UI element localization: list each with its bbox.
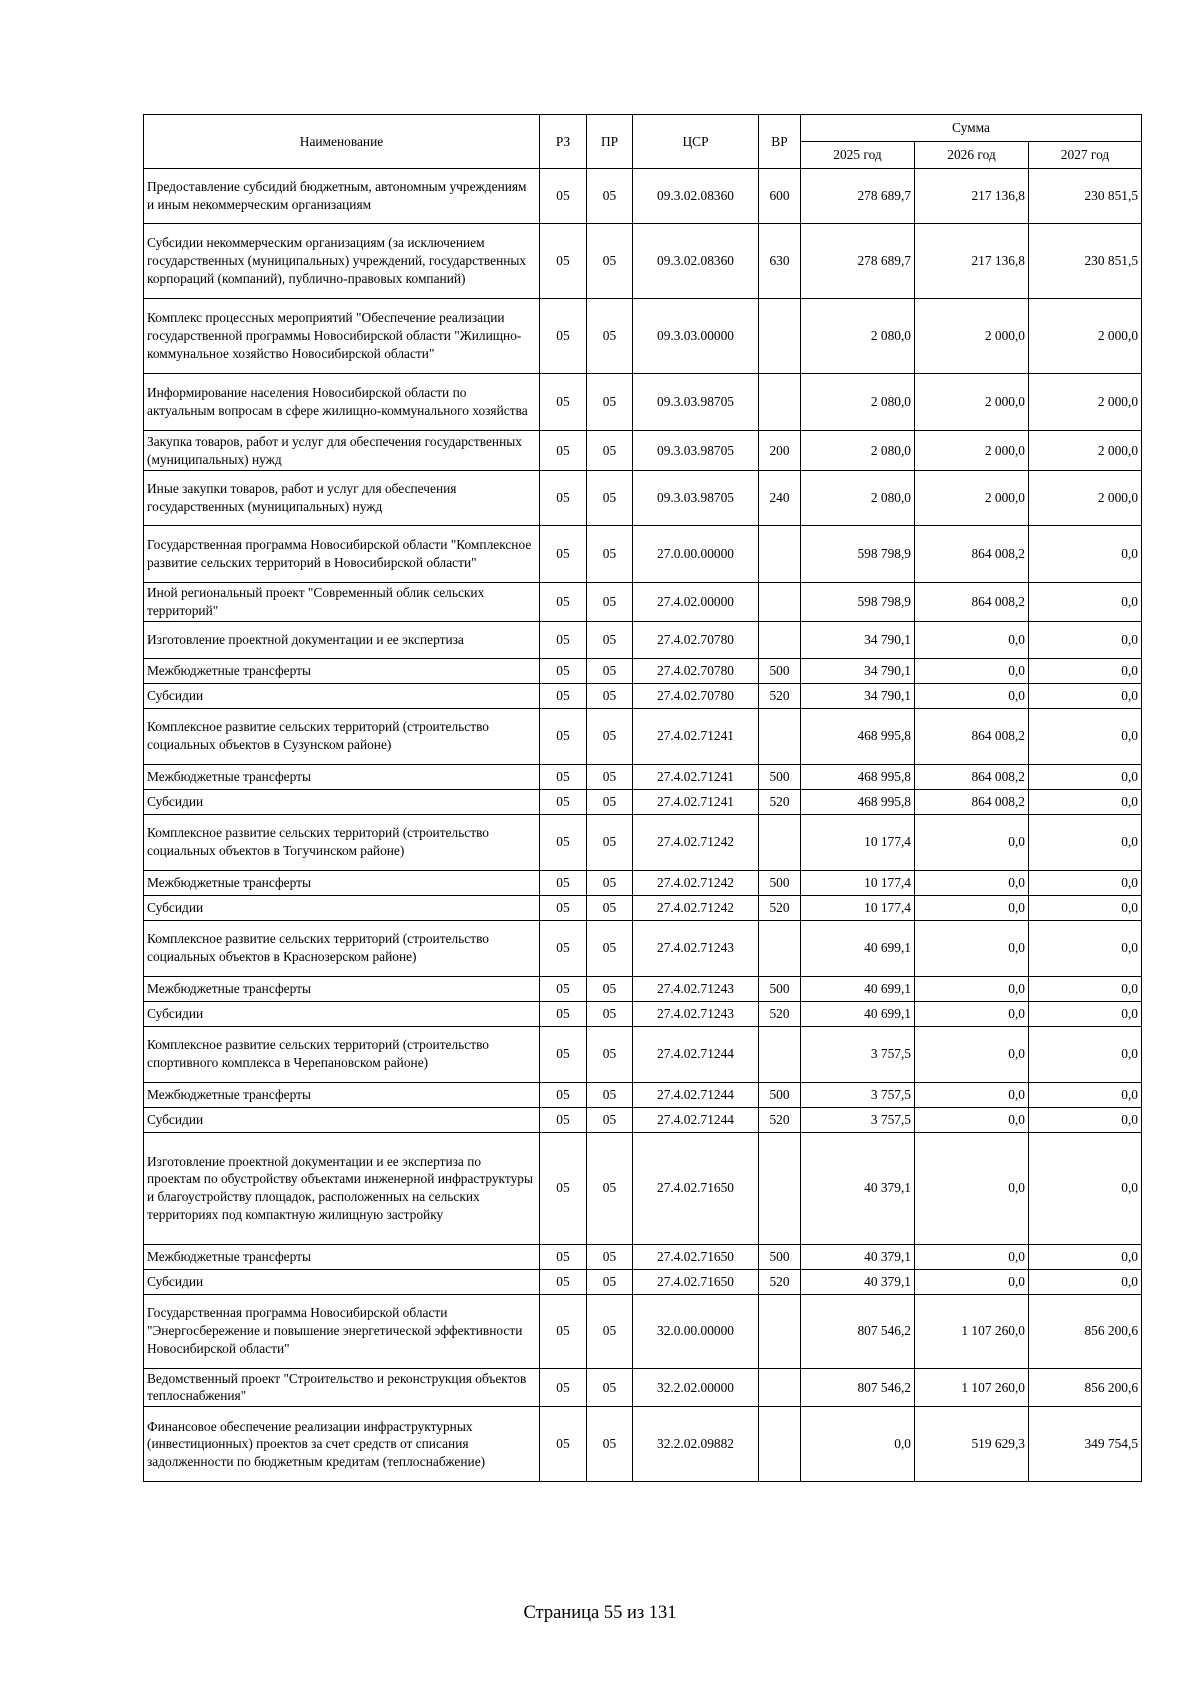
table-cell-2026: 1 107 260,0 [915,1368,1029,1407]
table-cell-2025: 2 080,0 [801,374,915,431]
table-cell-vr [759,1294,801,1368]
table-cell-2026: 217 136,8 [915,169,1029,224]
table-cell-name: Государственная программа Новосибирской области "Энергосбережение и повышение энергетической эффективности Новосибирской области" [144,1294,540,1368]
table-cell-2025: 468 995,8 [801,708,915,764]
table-cell-2027: 0,0 [1029,1269,1142,1294]
table-cell-rz: 05 [540,299,587,374]
table-cell-csr: 27.4.02.71244 [633,1107,759,1132]
table-cell-rz: 05 [540,814,587,870]
table-cell-2026: 1 107 260,0 [915,1294,1029,1368]
table-cell-2027: 0,0 [1029,621,1142,658]
table-cell-2026: 2 000,0 [915,374,1029,431]
table-cell-2025: 278 689,7 [801,169,915,224]
table-cell-2025: 40 379,1 [801,1269,915,1294]
table-cell-2027: 0,0 [1029,870,1142,895]
table-cell-2026: 2 000,0 [915,299,1029,374]
table-cell-pr: 05 [587,1368,633,1407]
table-cell-2026: 0,0 [915,814,1029,870]
table-cell-name: Субсидии [144,683,540,708]
table-cell-csr: 27.4.02.71244 [633,1082,759,1107]
table-cell-2025: 3 757,5 [801,1026,915,1082]
table-cell-2026: 2 000,0 [915,471,1029,526]
table-header [144,115,1142,169]
table-cell-pr: 05 [587,526,633,583]
table-cell-rz: 05 [540,658,587,683]
table-cell-2025: 598 798,9 [801,526,915,583]
table-cell-pr: 05 [587,471,633,526]
table-cell-2026: 0,0 [915,920,1029,976]
table-cell-2027: 2 000,0 [1029,374,1142,431]
table-cell-csr: 27.4.02.71242 [633,814,759,870]
table-cell-rz: 05 [540,789,587,814]
table-cell-2025: 278 689,7 [801,224,915,299]
table-cell-name: Изготовление проектной документации и ее экспертиза [144,621,540,658]
table-cell-2025: 468 995,8 [801,764,915,789]
table-cell-2025: 10 177,4 [801,895,915,920]
table-cell-pr: 05 [587,789,633,814]
table-cell-2027: 0,0 [1029,583,1142,622]
table-cell-rz: 05 [540,374,587,431]
table-cell-csr: 09.3.03.00000 [633,299,759,374]
table-cell-name: Субсидии [144,1001,540,1026]
table-cell-name: Информирование населения Новосибирской области по актуальным вопросам в сфере жилищно-коммунального хозяйства [144,374,540,431]
table-cell-rz: 05 [540,976,587,1001]
budget-table [143,114,1142,1482]
table-cell-2025: 468 995,8 [801,789,915,814]
table-cell-2026: 864 008,2 [915,526,1029,583]
table-cell-name: Комплексное развитие сельских территорий (строительство социальных объектов в Краснозерском районе) [144,920,540,976]
table-cell-vr: 600 [759,169,801,224]
table-cell-csr: 32.2.02.00000 [633,1368,759,1407]
table-row [144,1001,1142,1026]
table-cell-rz: 05 [540,431,587,471]
table-cell-csr: 09.3.02.08360 [633,169,759,224]
table-cell-vr: 630 [759,224,801,299]
table-cell-csr: 27.4.02.70780 [633,658,759,683]
table-cell-2027: 0,0 [1029,658,1142,683]
table-cell-name: Иной региональный проект "Современный облик сельских территорий" [144,583,540,622]
table-cell-csr: 27.4.02.71243 [633,976,759,1001]
table-cell-csr: 09.3.02.08360 [633,224,759,299]
table-row [144,169,1142,224]
table-cell-2025: 0,0 [801,1407,915,1482]
table-cell-vr: 500 [759,764,801,789]
table-row [144,299,1142,374]
table-row [144,374,1142,431]
table-cell-2026: 519 629,3 [915,1407,1029,1482]
table-cell-name: Комплекс процессных мероприятий "Обеспечение реализации государственной программы Новосибирской области "Жилищно-коммунальное хозяйство Новосибирской области" [144,299,540,374]
table-cell-csr: 27.4.02.71242 [633,870,759,895]
table-cell-pr: 05 [587,1407,633,1482]
table-cell-pr: 05 [587,1026,633,1082]
table-cell-rz: 05 [540,895,587,920]
table-row [144,1244,1142,1269]
table-cell-2026: 0,0 [915,1082,1029,1107]
table-cell-pr: 05 [587,583,633,622]
table-cell-name: Изготовление проектной документации и ее экспертиза по проектам по обустройству объектами инженерной инфраструктуры и благоустройству площадок, расположенных на сельских территориях под компактную жилищную застройку [144,1132,540,1244]
table-row [144,431,1142,471]
table-cell-pr: 05 [587,1244,633,1269]
table-cell-rz: 05 [540,1001,587,1026]
table-cell-rz: 05 [540,1407,587,1482]
table-cell-vr [759,1368,801,1407]
table-cell-2027: 0,0 [1029,1244,1142,1269]
table-cell-2026: 0,0 [915,1001,1029,1026]
table-cell-vr: 520 [759,1001,801,1026]
table-cell-2026: 0,0 [915,976,1029,1001]
table-cell-pr: 05 [587,1001,633,1026]
table-cell-2025: 34 790,1 [801,683,915,708]
table-cell-pr: 05 [587,431,633,471]
table-cell-vr: 500 [759,658,801,683]
table-cell-rz: 05 [540,764,587,789]
table-cell-2027: 0,0 [1029,1026,1142,1082]
table-row [144,583,1142,622]
table-cell-csr: 27.4.02.71243 [633,1001,759,1026]
table-cell-rz: 05 [540,920,587,976]
table-cell-2025: 2 080,0 [801,431,915,471]
table-cell-rz: 05 [540,1107,587,1132]
table-cell-name: Иные закупки товаров, работ и услуг для обеспечения государственных (муниципальных) нужд [144,471,540,526]
table-cell-pr: 05 [587,1294,633,1368]
table-cell-rz: 05 [540,1269,587,1294]
table-cell-csr: 27.4.02.71242 [633,895,759,920]
table-cell-vr: 520 [759,683,801,708]
table-body [144,169,1142,1482]
table-cell-2027: 0,0 [1029,1001,1142,1026]
table-cell-pr: 05 [587,1082,633,1107]
table-row [144,526,1142,583]
table-cell-vr [759,621,801,658]
table-cell-2027: 0,0 [1029,976,1142,1001]
table-cell-vr: 520 [759,789,801,814]
table-cell-vr [759,1132,801,1244]
table-cell-vr: 520 [759,1269,801,1294]
header-year-2026: 2026 год [915,142,1029,169]
table-cell-name: Финансовое обеспечение реализации инфраструктурных (инвестиционных) проектов за счет средств от списания задолженности по бюджетным кредитам (теплоснабжение) [144,1407,540,1482]
header-year-2025: 2025 год [801,142,915,169]
table-cell-rz: 05 [540,708,587,764]
table-row [144,1082,1142,1107]
table-cell-2026: 0,0 [915,1107,1029,1132]
table-cell-vr: 520 [759,1107,801,1132]
table-cell-2027: 856 200,6 [1029,1368,1142,1407]
header-pr: ПР [587,115,633,169]
table-cell-2025: 3 757,5 [801,1107,915,1132]
table-cell-name: Субсидии некоммерческим организациям (за исключением государственных (муниципальных) учреждений, государственных корпораций (компаний), публично-правовых компаний) [144,224,540,299]
table-row [144,708,1142,764]
table-cell-2027: 0,0 [1029,526,1142,583]
table-cell-pr: 05 [587,870,633,895]
table-cell-vr: 500 [759,1082,801,1107]
table-row [144,621,1142,658]
table-cell-vr [759,526,801,583]
table-row [144,976,1142,1001]
table-cell-csr: 27.4.02.71244 [633,1026,759,1082]
table-cell-2027: 0,0 [1029,920,1142,976]
table-cell-pr: 05 [587,814,633,870]
table-cell-2025: 598 798,9 [801,583,915,622]
table-cell-vr [759,708,801,764]
table-cell-2027: 0,0 [1029,895,1142,920]
table-cell-pr: 05 [587,976,633,1001]
table-cell-2026: 0,0 [915,1132,1029,1244]
table-row [144,224,1142,299]
header-vr: ВР [759,115,801,169]
table-cell-name: Межбюджетные трансферты [144,658,540,683]
table-cell-vr: 240 [759,471,801,526]
table-cell-name: Субсидии [144,895,540,920]
table-cell-name: Государственная программа Новосибирской области "Комплексное развитие сельских территорий в Новосибирской области" [144,526,540,583]
table-cell-2026: 0,0 [915,683,1029,708]
table-cell-pr: 05 [587,764,633,789]
table-cell-rz: 05 [540,583,587,622]
table-cell-2027: 0,0 [1029,1082,1142,1107]
table-cell-csr: 27.4.02.71241 [633,764,759,789]
table-cell-2026: 864 008,2 [915,789,1029,814]
table-cell-2027: 0,0 [1029,764,1142,789]
table-cell-name: Комплексное развитие сельских территорий (строительство социальных объектов в Сузунском районе) [144,708,540,764]
table-cell-vr: 200 [759,431,801,471]
table-cell-vr: 500 [759,976,801,1001]
table-cell-2025: 807 546,2 [801,1294,915,1368]
table-cell-name: Субсидии [144,1269,540,1294]
header-year-2027: 2027 год [1029,142,1142,169]
table-row [144,683,1142,708]
table-row [144,1294,1142,1368]
table-row [144,471,1142,526]
table-cell-2026: 0,0 [915,658,1029,683]
table-cell-csr: 27.4.02.70780 [633,683,759,708]
table-cell-csr: 32.0.00.00000 [633,1294,759,1368]
table-cell-2026: 0,0 [915,870,1029,895]
table-cell-2025: 3 757,5 [801,1082,915,1107]
table-row [144,814,1142,870]
table-cell-name: Закупка товаров, работ и услуг для обеспечения государственных (муниципальных) нужд [144,431,540,471]
table-cell-rz: 05 [540,1294,587,1368]
table-cell-vr: 520 [759,895,801,920]
table-cell-name: Межбюджетные трансферты [144,1082,540,1107]
table-cell-csr: 09.3.03.98705 [633,471,759,526]
table-cell-2025: 2 080,0 [801,299,915,374]
table-row [144,1132,1142,1244]
table-cell-2026: 0,0 [915,1269,1029,1294]
table-row [144,1107,1142,1132]
table-cell-2026: 864 008,2 [915,764,1029,789]
table-cell-2027: 0,0 [1029,814,1142,870]
table-cell-rz: 05 [540,870,587,895]
table-cell-2027: 2 000,0 [1029,299,1142,374]
table-cell-csr: 27.4.02.71650 [633,1132,759,1244]
table-cell-2026: 0,0 [915,895,1029,920]
table-cell-2027: 0,0 [1029,789,1142,814]
table-row [144,870,1142,895]
table-row [144,1368,1142,1407]
table-cell-rz: 05 [540,1132,587,1244]
table-cell-2027: 0,0 [1029,1107,1142,1132]
table-row [144,658,1142,683]
table-cell-pr: 05 [587,683,633,708]
table-cell-name: Межбюджетные трансферты [144,976,540,1001]
table-cell-2025: 40 379,1 [801,1132,915,1244]
table-cell-2025: 40 379,1 [801,1244,915,1269]
table-cell-csr: 27.4.02.00000 [633,583,759,622]
table-cell-rz: 05 [540,683,587,708]
header-sum: Сумма [801,115,1142,142]
table-cell-2026: 864 008,2 [915,583,1029,622]
table-cell-rz: 05 [540,1244,587,1269]
table-cell-2025: 2 080,0 [801,471,915,526]
table-cell-name: Субсидии [144,789,540,814]
table-cell-csr: 27.0.00.00000 [633,526,759,583]
table-cell-pr: 05 [587,224,633,299]
table-cell-2027: 230 851,5 [1029,224,1142,299]
table-cell-2025: 40 699,1 [801,920,915,976]
table-cell-2025: 10 177,4 [801,870,915,895]
table-cell-vr: 500 [759,1244,801,1269]
table-cell-rz: 05 [540,526,587,583]
table-cell-2027: 0,0 [1029,708,1142,764]
table-cell-pr: 05 [587,621,633,658]
table-cell-pr: 05 [587,1107,633,1132]
table-cell-csr: 27.4.02.71650 [633,1244,759,1269]
table-cell-rz: 05 [540,1368,587,1407]
table-cell-vr [759,1407,801,1482]
table-cell-2025: 10 177,4 [801,814,915,870]
table-cell-vr [759,920,801,976]
table-cell-2027: 2 000,0 [1029,431,1142,471]
table-cell-vr [759,583,801,622]
table-cell-rz: 05 [540,224,587,299]
table-cell-name: Комплексное развитие сельских территорий (строительство спортивного комплекса в Черепановском районе) [144,1026,540,1082]
table-cell-2027: 2 000,0 [1029,471,1142,526]
header-rz: РЗ [540,115,587,169]
table-cell-pr: 05 [587,920,633,976]
table-cell-pr: 05 [587,299,633,374]
table-cell-2027: 0,0 [1029,683,1142,708]
table-cell-2027: 349 754,5 [1029,1407,1142,1482]
table-cell-pr: 05 [587,1269,633,1294]
table-cell-name: Предоставление субсидий бюджетным, автономным учреждениям и иным некоммерческим организациям [144,169,540,224]
table-cell-2026: 0,0 [915,1026,1029,1082]
table-cell-csr: 27.4.02.71241 [633,708,759,764]
header-csr: ЦСР [633,115,759,169]
table-cell-pr: 05 [587,658,633,683]
table-cell-name: Межбюджетные трансферты [144,870,540,895]
table-cell-2027: 856 200,6 [1029,1294,1142,1368]
table-cell-rz: 05 [540,169,587,224]
table-cell-csr: 32.2.02.09882 [633,1407,759,1482]
table-cell-rz: 05 [540,471,587,526]
table-cell-2026: 2 000,0 [915,431,1029,471]
table-cell-csr: 27.4.02.71241 [633,789,759,814]
table-cell-pr: 05 [587,895,633,920]
table-cell-vr: 500 [759,870,801,895]
table-cell-csr: 27.4.02.71243 [633,920,759,976]
table-row [144,895,1142,920]
table-cell-2025: 40 699,1 [801,976,915,1001]
table-cell-2027: 230 851,5 [1029,169,1142,224]
table-row [144,1407,1142,1482]
table-cell-name: Комплексное развитие сельских территорий (строительство социальных объектов в Тогучинском районе) [144,814,540,870]
table-cell-pr: 05 [587,374,633,431]
table-cell-2026: 217 136,8 [915,224,1029,299]
header-name: Наименование [144,115,540,169]
table-row [144,789,1142,814]
table-cell-2027: 0,0 [1029,1132,1142,1244]
table-cell-name: Ведомственный проект "Строительство и реконструкция объектов теплоснабжения" [144,1368,540,1407]
table-cell-csr: 09.3.03.98705 [633,374,759,431]
page-number: Страница 55 из 131 [523,1603,677,1623]
table-row [144,1269,1142,1294]
table-cell-name: Субсидии [144,1107,540,1132]
table-cell-2025: 34 790,1 [801,658,915,683]
table-cell-pr: 05 [587,169,633,224]
table-cell-2026: 0,0 [915,1244,1029,1269]
table-row [144,764,1142,789]
table-cell-2025: 34 790,1 [801,621,915,658]
table-cell-vr [759,1026,801,1082]
table-cell-rz: 05 [540,621,587,658]
table-cell-name: Межбюджетные трансферты [144,1244,540,1269]
table-row [144,920,1142,976]
table-cell-vr [759,299,801,374]
table-cell-rz: 05 [540,1026,587,1082]
table-cell-csr: 27.4.02.70780 [633,621,759,658]
table-cell-name: Межбюджетные трансферты [144,764,540,789]
table-cell-vr [759,814,801,870]
table-cell-2025: 807 546,2 [801,1368,915,1407]
table-cell-2026: 864 008,2 [915,708,1029,764]
table-row [144,1026,1142,1082]
table-cell-pr: 05 [587,1132,633,1244]
table-cell-pr: 05 [587,708,633,764]
table-cell-2026: 0,0 [915,621,1029,658]
table-cell-rz: 05 [540,1082,587,1107]
table-cell-csr: 09.3.03.98705 [633,431,759,471]
table-cell-csr: 27.4.02.71650 [633,1269,759,1294]
table-cell-2025: 40 699,1 [801,1001,915,1026]
table-cell-vr [759,374,801,431]
